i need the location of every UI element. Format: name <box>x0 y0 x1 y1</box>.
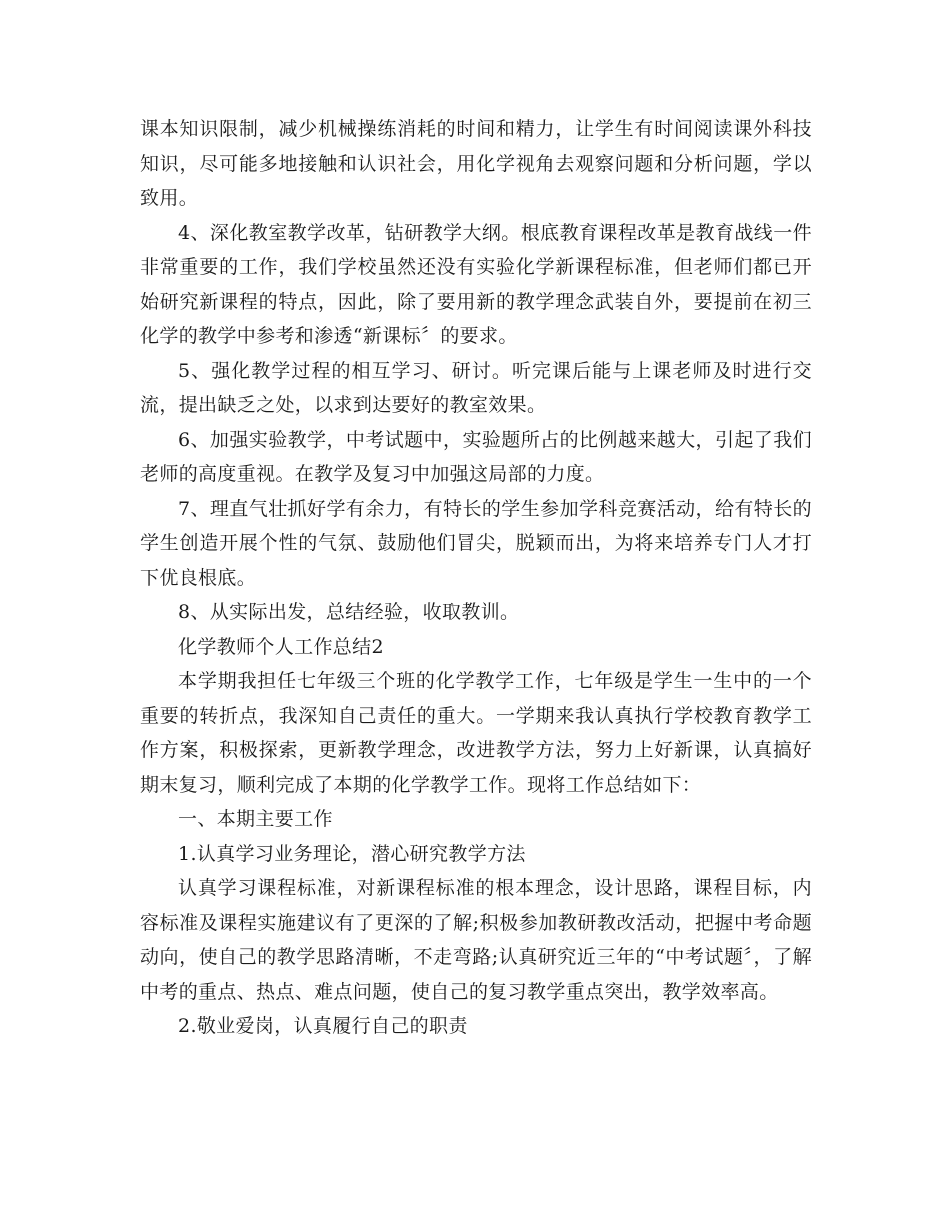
paragraph-intro: 本学期我担任七年级三个班的化学教学工作，七年级是学生一生中的一个重要的转折点，我深知自己责任的重大。一学期来我认真执行学校教育教学工作方案，积极探索，更新教学理念，改进教学方法，努力上好新课，认真搞好期末复习，顺利完成了本期的化学教学工作。现将工作总结如下： <box>140 670 812 796</box>
subheading-dedication: 2.敬业爱岗，认真履行自己的职责 <box>178 1015 468 1037</box>
subheading-study-theory: 1.认真学习业务理论，潜心研究教学方法 <box>178 842 526 865</box>
paragraph-item-7: 7、理直气壮抓好学有余力，有特长的学生参加学科竞赛活动，给有特长的学生创造开展个性的气氛、鼓励他们冒尖，脱颖而出，为将来培养专门人才打下优良根底。 <box>140 497 812 589</box>
paragraph-item-6: 6、加强实验教学，中考试题中，实验题所占的比例越来越大，引起了我们老师的高度重视。在教学及复习中加强这局部的力度。 <box>140 428 812 485</box>
paragraph-continued-text: 课本知识限制，减少机械操练消耗的时间和精力，让学生有时间阅读课外科技知识，尽可能多地接触和认识社会，用化学视角去观察问题和分析问题，学以致用。 <box>140 118 812 209</box>
heading-main-work: 一、本期主要工作 <box>178 808 333 830</box>
paragraph-item-8: 8、从实际出发，总结经验，收取教训。 <box>178 601 520 623</box>
paragraph-item-5: 5、强化教学过程的相互学习、研讨。听完课后能与上课老师及时进行交流，提出缺乏之处，以求到达要好的教室效果。 <box>140 359 812 416</box>
section-title: 化学教师个人工作总结2 <box>178 635 384 658</box>
paragraph-item-4: 4、深化教室教学改革，钻研教学大纲。根底教育课程改革是教育战线一件非常重要的工作，我们学校虽然还没有实验化学新课程标准，但老师们都已开始研究新课程的特点，因此，除了要用新的教学理念武装自外，要提前在初三化学的教学中参考和渗透“新课标〞的要求。 <box>140 221 812 347</box>
paragraph-study-standards: 认真学习课程标准，对新课程标准的根本理念，设计思路，课程目标，内容标准及课程实施建议有了更深的了解;积极参加教研教改活动，把握中考命题动向，使自己的教学思路清晰，不走弯路;认真研究近三年的“中考试题〞，了解中考的重点、热点、难点问题，使自己的复习教学重点突出，教学效率高。 <box>140 877 812 1003</box>
document-page <box>140 112 812 1044</box>
